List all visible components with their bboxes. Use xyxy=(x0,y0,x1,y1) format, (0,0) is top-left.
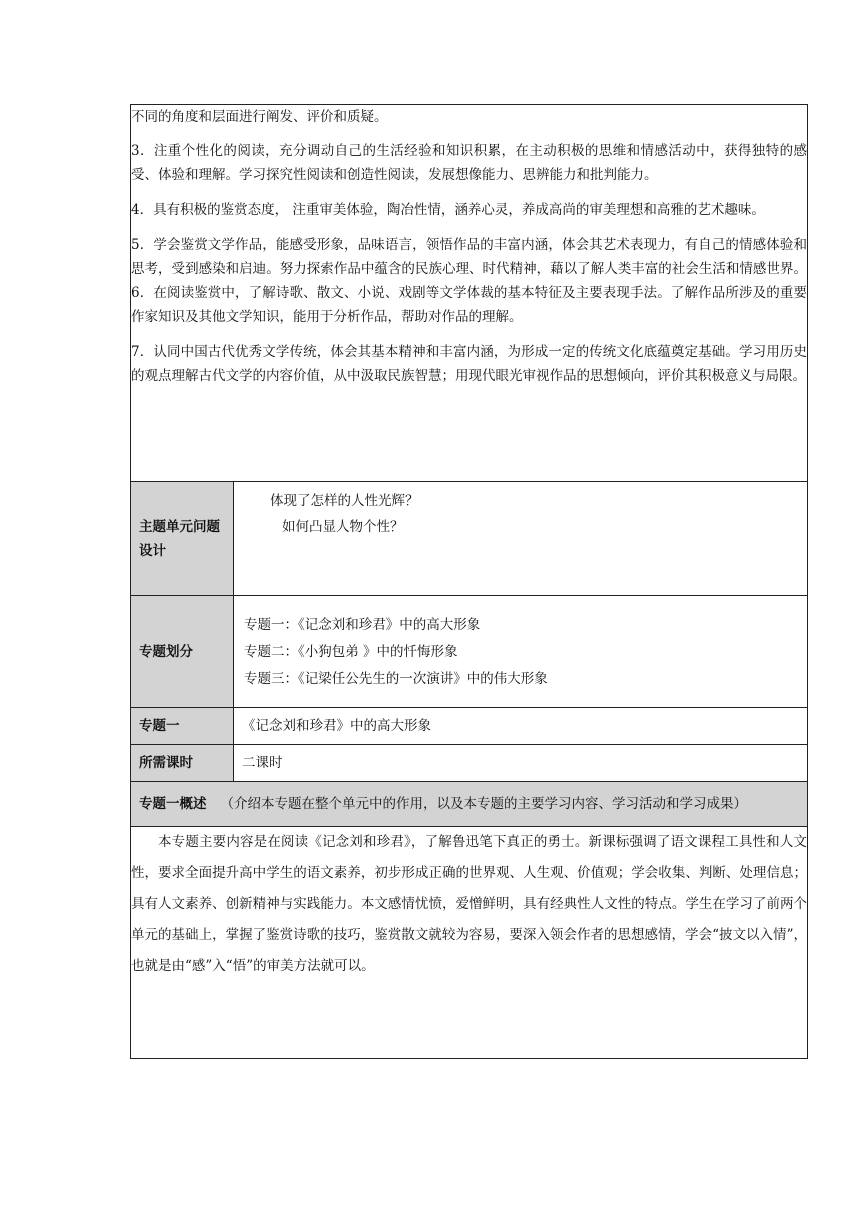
topic-division-cell xyxy=(234,596,808,708)
theme-questions-cell xyxy=(234,482,808,596)
standards-paragraph: 7．认同中国古代优秀文学传统，体会其基本精神和丰富内涵，为形成一定的传统文化底蕴奠定基础。学习用历史的观点理解古代文学的内容价值，从中汲取民族智慧；用现代眼光审视作品的思想倾向，评价其积极意义与局限。 xyxy=(131,344,807,384)
theme-question: 如何凸显人物个性？ xyxy=(282,519,404,535)
theme-questions-row xyxy=(131,482,808,596)
overview-body-row xyxy=(131,827,808,1059)
standards-cell xyxy=(131,105,808,482)
class-hours-row xyxy=(131,745,808,782)
standards-paragraph: 3．注重个性化的阅读，充分调动自己的生活经验和知识积累，在主动积极的思维和情感活动中，获得独特的感受、体验和理解。学习探究性阅读和创造性阅读，发展想像能力、思辨能力和批判能力。 xyxy=(131,143,807,183)
standards-row xyxy=(131,105,808,482)
class-hours-label: 所需课时 xyxy=(131,745,234,782)
overview-header xyxy=(131,782,808,827)
topic-item: 专题一：《记念刘和珍君》中的高大形象 xyxy=(244,617,481,633)
standards-paragraph: 4．具有积极的鉴赏态度， 注重审美体验，陶冶性情，涵养心灵，养成高尚的审美理想和高雅的艺术趣味。 xyxy=(131,202,765,218)
topic-item: 专题二：《小狗包弟 》中的忏悔形象 xyxy=(244,644,458,660)
topic-division-label: 专题划分 xyxy=(131,596,234,708)
theme-question: 体现了怎样的人性光辉？ xyxy=(270,493,419,509)
topic-item: 专题三：《记梁任公先生的一次演讲》中的伟大形象 xyxy=(244,671,548,687)
overview-hint: （介绍本专题在整个单元中的作用，以及本专题的主要学习内容、学习活动和学习成果） xyxy=(220,796,747,812)
topic-division-row xyxy=(131,596,808,708)
topic-one-value: 《记念刘和珍君》中的高大形象 xyxy=(234,708,808,745)
overview-text: 本专题主要内容是在阅读《记念刘和珍君》，了解鲁迅笔下真正的勇士。新课标强调了语文课程工具性和人文性，要求全面提升高中学生的语文素养，初步形成正确的世界观、人生观、价值观；学会收集、判断、处理信息；具有人文素养、创新精神与实践能力。本文感情忧愤，爱憎鲜明，具有经典性人文性的特点。学生在学习了前两个单元的基础上，掌握了鉴赏诗歌的技巧，鉴赏散文就较为容易，要深入领会作者的思想感情，学会“披文以入情”，也就是由“感”入“悟”的审美方法就可以。 xyxy=(131,834,807,974)
overview-label: 专题一概述 xyxy=(139,796,207,812)
lesson-plan-table xyxy=(130,104,808,1059)
standards-paragraph: 5．学会鉴赏文学作品，能感受形象，品味语言，领悟作品的丰富内涵，体会其艺术表现力，有自己的情感体验和思考，受到感染和启迪。努力探索作品中蕴含的民族心理、时代精神，藉以了解人类丰富的社会生活和情感世界。6．在阅读鉴赏中，了解诗歌、散文、小说、戏剧等文学体裁的基本特征及主要表现手法。了解作品所涉及的重要作家知识及其他文学知识，能用于分析作品，帮助对作品的理解。 xyxy=(131,237,807,325)
topic-one-row xyxy=(131,708,808,745)
theme-questions-label: 主题单元问题设计 xyxy=(131,482,234,596)
overview-body-cell xyxy=(131,827,808,1059)
class-hours-value: 二课时 xyxy=(234,745,808,782)
topic-one-label: 专题一 xyxy=(131,708,234,745)
standards-paragraph: 不同的角度和层面进行阐发、评价和质疑。 xyxy=(131,109,388,125)
overview-header-row xyxy=(131,782,808,827)
